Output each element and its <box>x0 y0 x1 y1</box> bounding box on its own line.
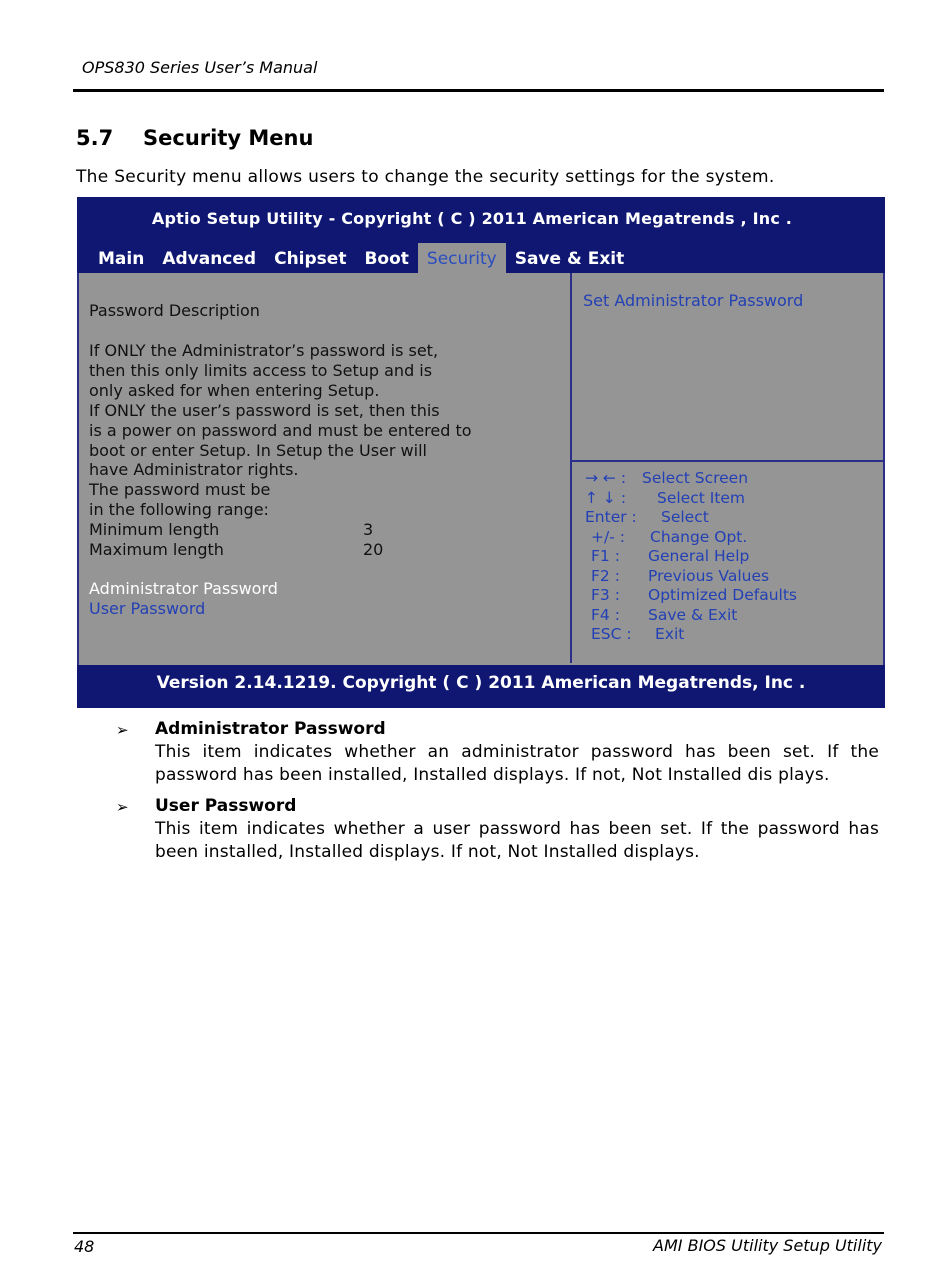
bios-top-bar <box>77 197 885 273</box>
header-rule <box>73 89 884 92</box>
key-description: Previous Values <box>648 566 770 585</box>
key-f4: F4 : <box>591 605 620 624</box>
header-manual-title: OPS830 Series User’s Manual <box>82 58 318 77</box>
bios-title: Aptio Setup Utility - Copyright ( C ) 2011 American Megatrends , Inc . <box>151 209 793 228</box>
minimum-length-value: 3 <box>363 520 374 539</box>
bios-version: Version 2.14.1219. Copyright ( C ) 2011 American Megatrends, Inc . <box>156 673 806 693</box>
key-f3: F3 : <box>591 586 620 604</box>
help-divider <box>572 460 883 462</box>
key-esc: ESC : <box>591 625 632 643</box>
description-line: boot or enter Setup. In Setup the User will <box>89 440 427 460</box>
section-number: 5.7 <box>76 126 114 150</box>
bios-help-pane <box>572 273 883 663</box>
description-line: If ONLY the user’s password is set, then this <box>89 400 440 420</box>
tab-advanced[interactable]: Advanced <box>162 249 257 269</box>
key-description: Save & Exit <box>648 605 738 624</box>
description-line: is a power on password and must be entered to <box>89 420 472 440</box>
section-title: Security Menu <box>143 126 314 150</box>
description-line: then this only limits access to Setup and is <box>89 360 433 380</box>
tab-boot[interactable]: Boot <box>364 249 409 269</box>
key-description: Select Item <box>657 488 746 507</box>
password-description-text <box>89 341 529 520</box>
item-body-administrator-password: This item indicates whether an administrator password has been set. If the password has been installed, Installed displays. If not, Not Installed dis plays. <box>155 742 879 785</box>
key-description: Select Screen <box>642 469 749 487</box>
help-text: Set Administrator Password <box>583 291 804 310</box>
tab-security[interactable]: Security <box>418 243 506 273</box>
key-arrows-horizontal: → ← : <box>585 469 627 487</box>
bios-settings-pane <box>79 273 572 663</box>
item-title-user-password: User Password <box>155 796 297 816</box>
item-body-user-password: This item indicates whether a user password has been set. If the password has been installed, Installed displays. If not, Not Installed displays. <box>155 819 879 862</box>
footer-rule <box>73 1232 884 1234</box>
user-password-item[interactable]: User Password <box>89 599 206 618</box>
bios-right-border <box>883 273 885 665</box>
minimum-length-label: Minimum length <box>89 520 220 539</box>
key-description: Change Opt. <box>650 527 748 546</box>
key-description: Optimized Defaults <box>648 586 797 604</box>
key-description: General Help <box>648 547 750 565</box>
description-line: have Administrator rights. <box>89 460 299 480</box>
key-enter: Enter : <box>585 508 637 526</box>
bullet-arrow-icon: ➢ <box>116 721 129 739</box>
tab-save-exit[interactable]: Save & Exit <box>514 249 625 269</box>
description-line: The password must be <box>89 480 271 500</box>
tab-main[interactable]: Main <box>98 249 145 269</box>
description-line: only asked for when entering Setup. <box>89 380 380 400</box>
maximum-length-row <box>89 540 384 559</box>
tab-chipset[interactable]: Chipset <box>274 249 347 269</box>
key-description: Select <box>661 508 709 526</box>
key-description: Exit <box>655 625 685 643</box>
password-description-heading: Password Description <box>89 301 260 320</box>
bullet-arrow-icon: ➢ <box>116 798 129 816</box>
key-f2: F2 : <box>591 566 620 585</box>
bios-bottom-bar <box>77 665 885 708</box>
footer-title: AMI BIOS Utility Setup Utility <box>653 1236 882 1255</box>
bios-screenshot <box>77 197 885 708</box>
minimum-length-row <box>89 520 374 539</box>
key-plus-minus: +/- : <box>591 527 625 546</box>
bios-tab-bar <box>89 243 633 273</box>
description-line: If ONLY the Administrator’s password is set, <box>89 341 439 360</box>
description-line: in the following range: <box>89 500 269 520</box>
footer-page-number: 48 <box>74 1237 95 1256</box>
section-intro: The Security menu allows users to change the security settings for the system. <box>76 167 775 187</box>
key-arrows-vertical: ↑ ↓ : <box>585 488 627 507</box>
key-f1: F1 : <box>591 547 620 565</box>
item-title-administrator-password: Administrator Password <box>155 719 386 739</box>
maximum-length-label: Maximum length <box>89 540 224 559</box>
maximum-length-value: 20 <box>363 540 384 559</box>
administrator-password-item[interactable]: Administrator Password <box>89 579 278 598</box>
